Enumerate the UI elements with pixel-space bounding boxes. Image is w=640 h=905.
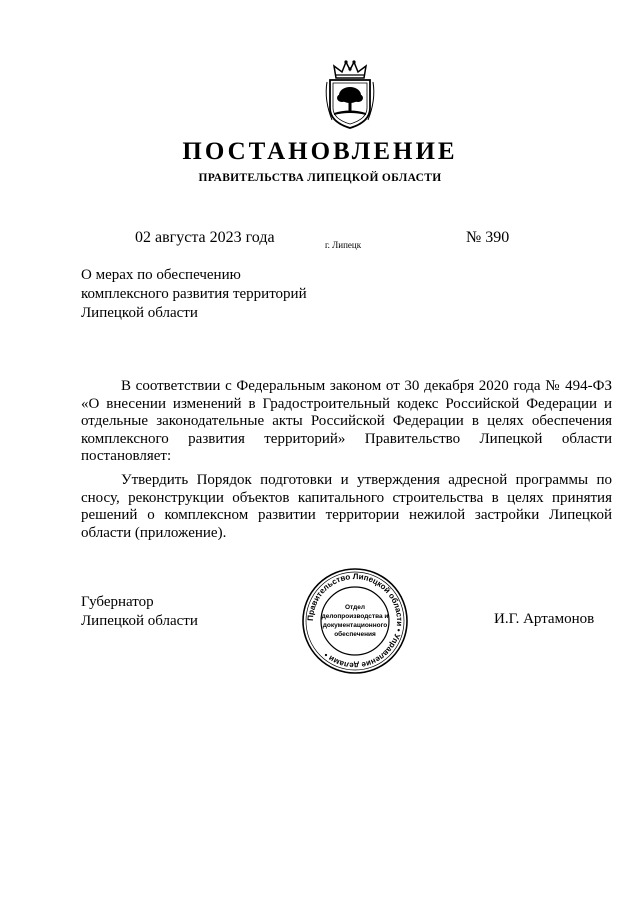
- signer-name: И.Г. Артамонов: [494, 611, 595, 627]
- subject-line: Липецкой области: [81, 305, 198, 321]
- document-city: г. Липецк: [325, 240, 362, 250]
- coat-of-arms-icon: [322, 58, 378, 130]
- signer-title-line: Губернатор: [81, 594, 154, 610]
- document-issuer: ПРАВИТЕЛЬСТВА ЛИПЕЦКОЙ ОБЛАСТИ: [198, 172, 442, 184]
- stamp-inner-line: документационного: [322, 622, 388, 629]
- document-type-title: ПОСТАНОВЛЕНИЕ: [182, 138, 458, 165]
- stamp-inner-line: делопроизводства и: [321, 613, 389, 620]
- signer-title: [81, 593, 198, 631]
- stamp-outer-text-path: Правительство Липецкой области • Управление делами •: [305, 571, 405, 671]
- document-date: 02 августа 2023 года: [135, 229, 275, 246]
- document-number: № 390: [466, 229, 510, 246]
- official-stamp: [301, 567, 409, 675]
- subject-line: О мерах по обеспечению: [81, 267, 241, 283]
- signer-title-line: Липецкой области: [81, 613, 198, 629]
- stamp-inner-line: обеспечения: [334, 631, 376, 638]
- body-paragraph-resolution: Утвердить Порядок подготовки и утверждения адресной программы по сносу, реконструкции объектов капитального строительства в целях принятия решений о комплексном развитии территории нежилой застройки Липецкой области (приложение).: [81, 472, 612, 541]
- document-subject: [81, 266, 307, 323]
- stamp-inner-line: Отдел: [344, 604, 366, 611]
- subject-line: комплексного развития территорий: [81, 286, 307, 302]
- body-paragraph-preamble: В соответствии с Федеральным законом от 30 декабря 2020 года № 494-ФЗ «О внесении изменений в Градостроительный кодекс Российской Федерации и отдельные законодательные акты Российской Федерации в целях обеспечения комплексного развития территорий» Правительство Липецкой области постановляет:: [81, 378, 612, 464]
